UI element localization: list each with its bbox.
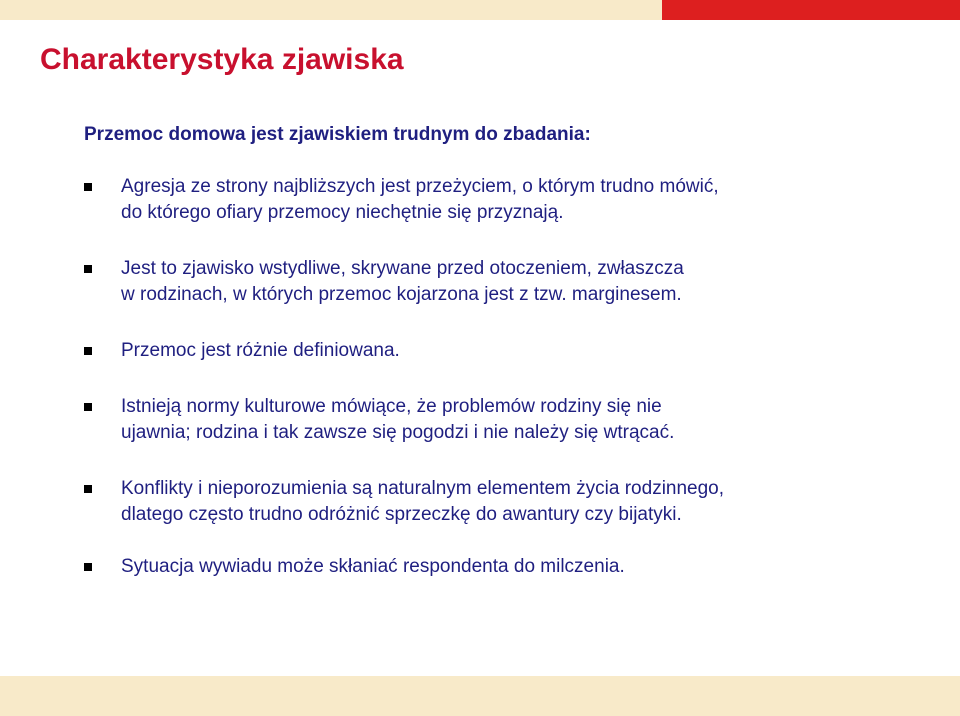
bullet-text-line: Istnieją normy kulturowe mówiące, że problemów rodziny się nie xyxy=(121,396,662,417)
square-bullet-icon xyxy=(84,563,92,571)
bullet-text-line: w rodzinach, w których przemoc kojarzona jest z tzw. marginesem. xyxy=(121,284,682,305)
bullet-text xyxy=(121,338,941,364)
square-bullet-icon xyxy=(84,183,92,191)
bullet-text-line: Agresja ze strony najbliższych jest przeżyciem, o którym trudno mówić, xyxy=(121,176,719,197)
slide-title: Charakterystyka zjawiska xyxy=(40,43,404,76)
bullet-text xyxy=(121,476,941,528)
bullet-text-line: Konflikty i nieporozumienia są naturalnym elementem życia rodzinnego, xyxy=(121,478,725,499)
bullet-text xyxy=(121,394,941,446)
bullet-text-line: ujawnia; rodzina i tak zawsze się pogodzi i nie należy się wtrącać. xyxy=(121,422,675,443)
square-bullet-icon xyxy=(84,403,92,411)
bullet-text-line: Sytuacja wywiadu może skłaniać respondenta do milczenia. xyxy=(121,556,625,577)
square-bullet-icon xyxy=(84,265,92,273)
bullet-text-line: dlatego często trudno odróżnić sprzeczkę do awantury czy bijatyki. xyxy=(121,504,682,525)
bullet-text xyxy=(121,174,941,226)
square-bullet-icon xyxy=(84,347,92,355)
bullet-text xyxy=(121,256,941,308)
square-bullet-icon xyxy=(84,485,92,493)
bullet-text-line: Jest to zjawisko wstydliwe, skrywane przed otoczeniem, zwłaszcza xyxy=(121,258,684,279)
slide-subtitle: Przemoc domowa jest zjawiskiem trudnym do zbadania: xyxy=(84,124,591,145)
bullet-text xyxy=(121,554,941,580)
bullet-text-line: do którego ofiary przemocy niechętnie się przyznają. xyxy=(121,202,564,223)
bullet-text-line: Przemoc jest różnie definiowana. xyxy=(121,340,400,361)
